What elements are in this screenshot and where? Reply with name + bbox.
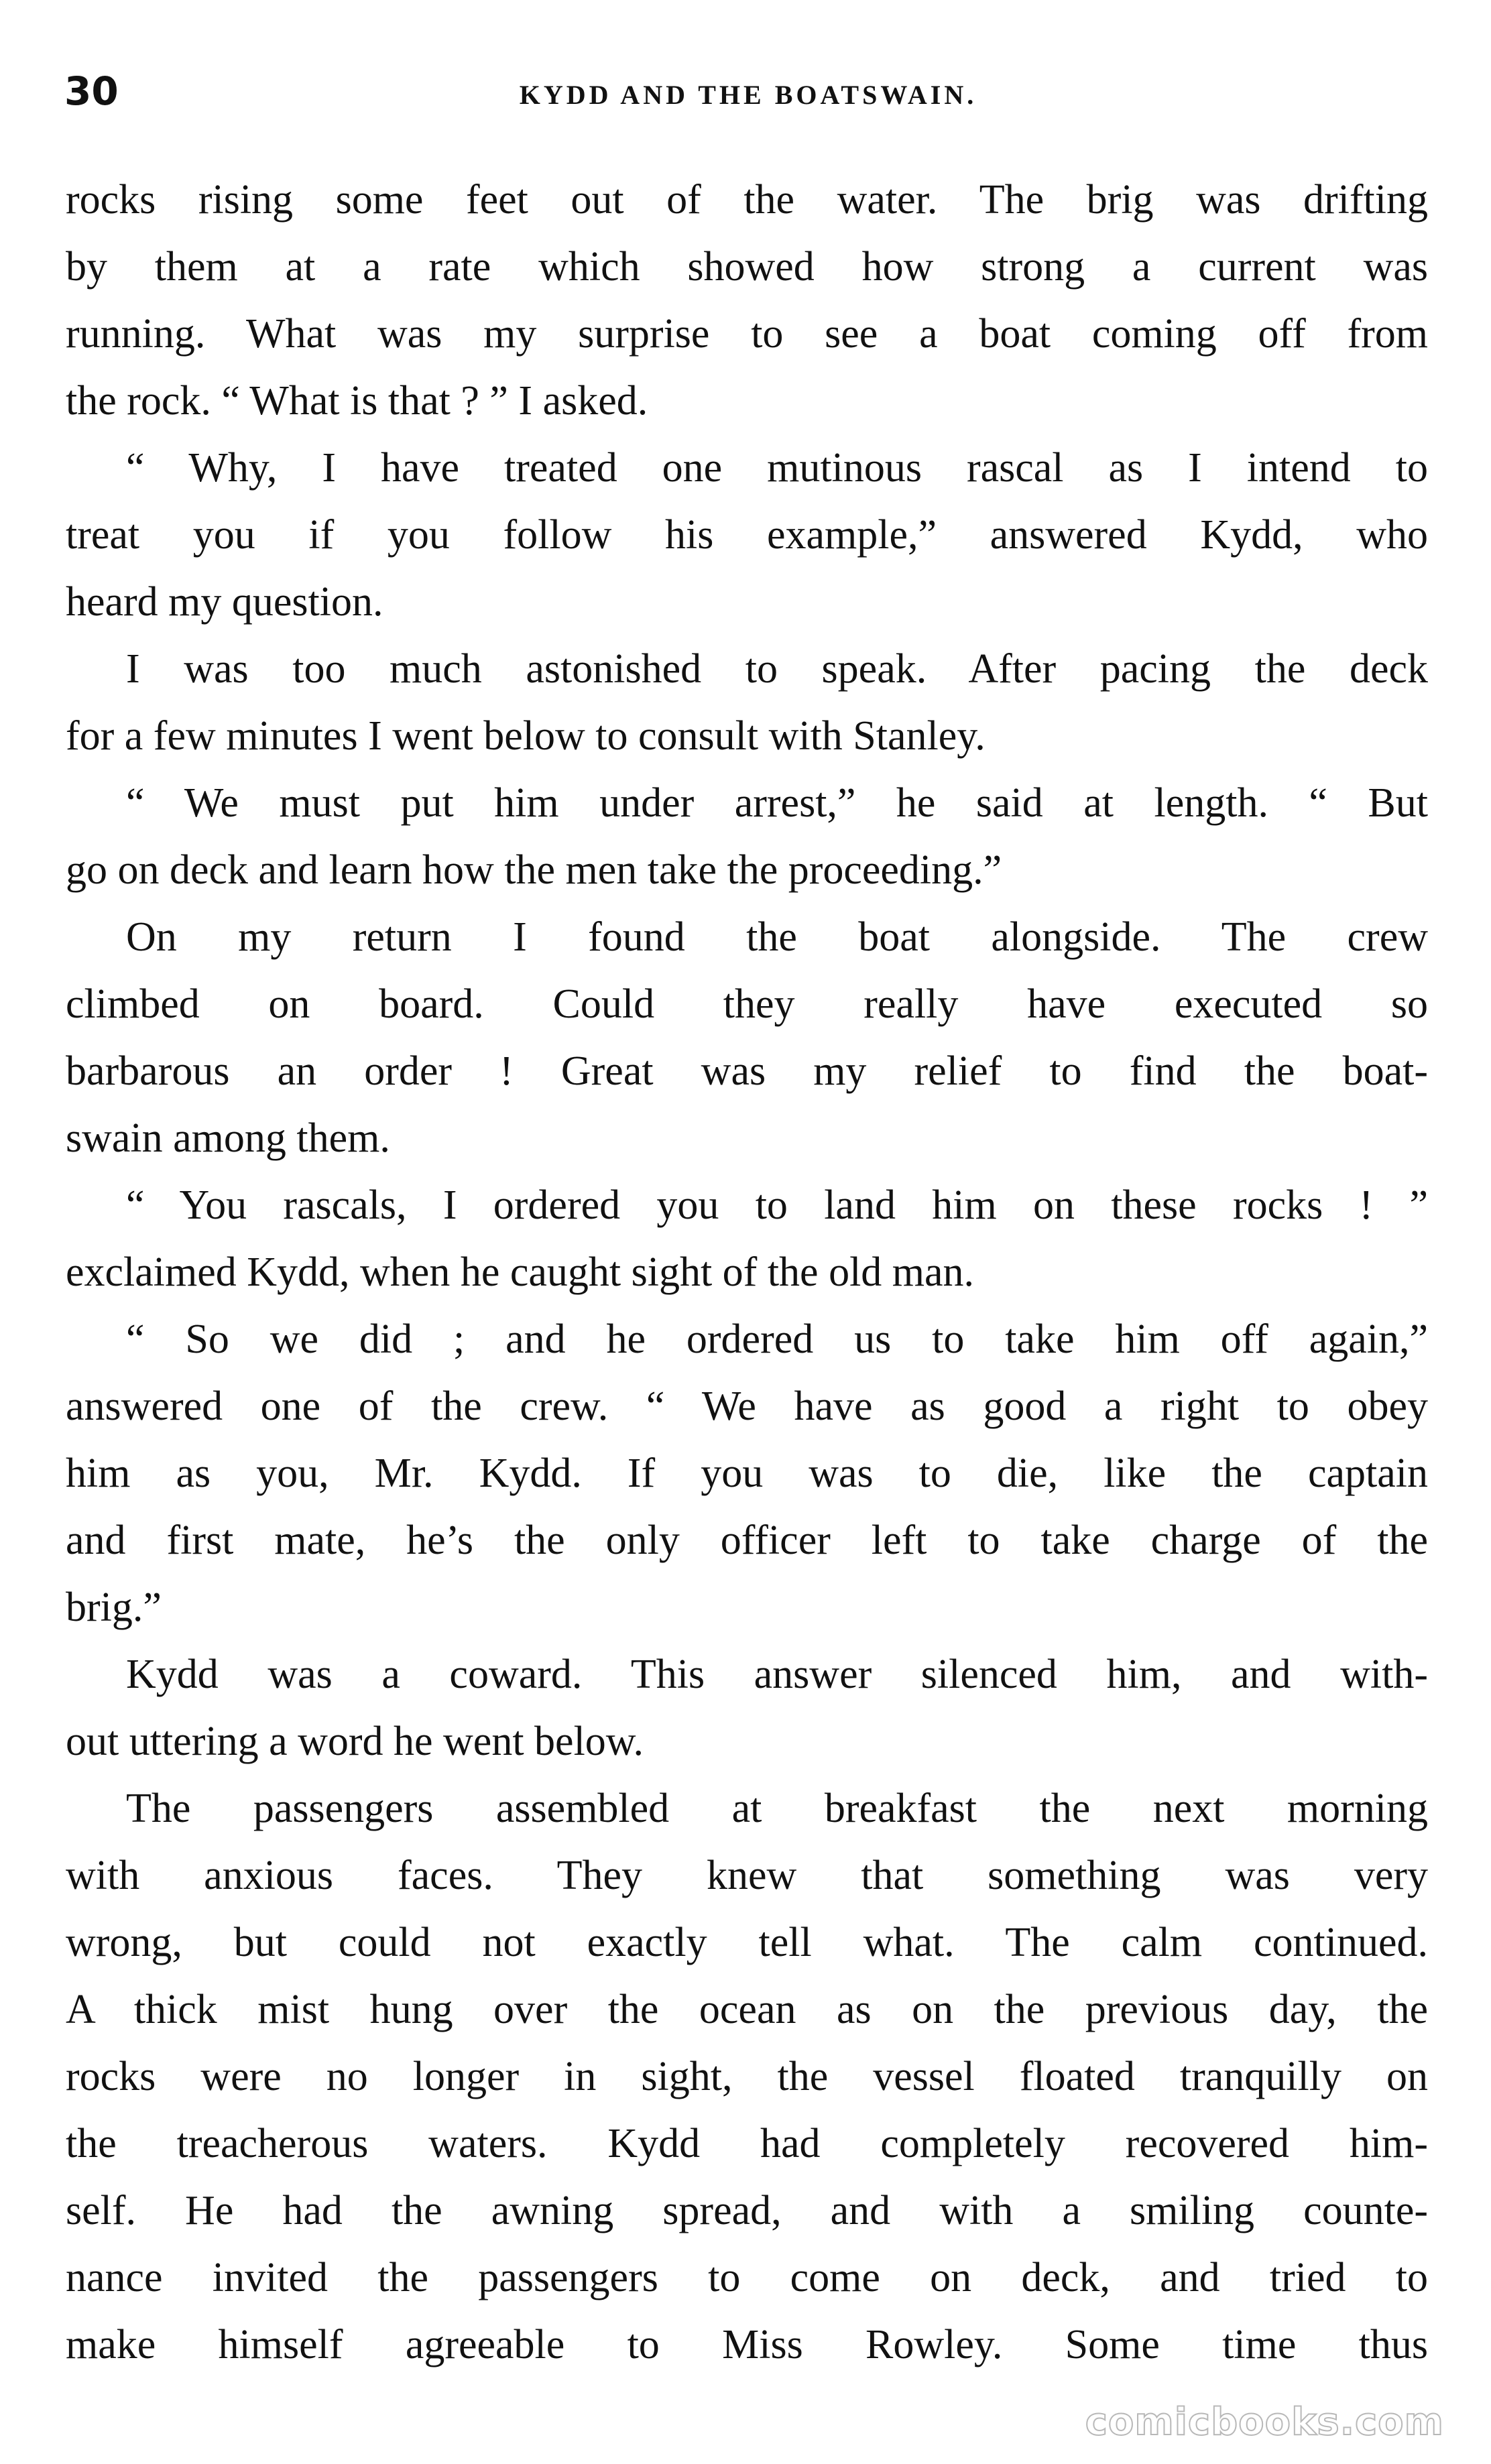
text-line: rocks were no longer in sight, the vessel floated tranquilly on bbox=[66, 2054, 1428, 2099]
text-line: rocks rising some feet out of the water. The brig was drifting bbox=[66, 177, 1428, 223]
text-line: “ You rascals, I ordered you to land him on these rocks ! ” bbox=[126, 1182, 1428, 1228]
text-line: go on deck and learn how the men take the proceeding.” bbox=[66, 847, 1002, 893]
text-line: make himself agreeable to Miss Rowley. Some time thus bbox=[66, 2322, 1428, 2367]
text-line: answered one of the crew. “ We have as good a right to obey bbox=[66, 1383, 1428, 1429]
text-line: barbarous an order ! Great was my relief to find the boat- bbox=[66, 1048, 1428, 1094]
text-line: climbed on board. Could they really have executed so bbox=[66, 981, 1428, 1027]
text-line: the rock. “ What is that ? ” I asked. bbox=[66, 378, 648, 424]
text-line: “ So we did ; and he ordered us to take him off again,” bbox=[126, 1316, 1428, 1362]
text-line: with anxious faces. They knew that something was very bbox=[66, 1853, 1428, 1898]
body-text bbox=[66, 166, 1428, 2378]
text-line: out uttering a word he went below. bbox=[66, 1719, 644, 1764]
text-line: exclaimed Kydd, when he caught sight of the old man. bbox=[66, 1249, 975, 1295]
watermark: comicbooks.com bbox=[1085, 2400, 1444, 2444]
text-line: heard my question. bbox=[66, 579, 383, 625]
text-line: “ Why, I have treated one mutinous rascal as I intend to bbox=[126, 445, 1428, 491]
text-line: swain among them. bbox=[66, 1115, 390, 1161]
page-number: 30 bbox=[64, 68, 119, 114]
page-header bbox=[64, 64, 1432, 118]
text-line: A thick mist hung over the ocean as on the previous day, the bbox=[66, 1987, 1428, 2032]
text-line: the treacherous waters. Kydd had completely recovered him- bbox=[66, 2121, 1428, 2166]
text-line: for a few minutes I went below to consult with Stanley. bbox=[66, 713, 986, 759]
text-line: running. What was my surprise to see a boat coming off from bbox=[66, 311, 1428, 357]
running-title: KYDD AND THE BOATSWAIN. bbox=[519, 80, 977, 110]
text-line: treat you if you follow his example,” answered Kydd, who bbox=[66, 512, 1428, 558]
text-line: On my return I found the boat alongside. The crew bbox=[126, 914, 1428, 960]
text-line: and first mate, he’s the only officer left to take charge of the bbox=[66, 1518, 1428, 1563]
text-line: “ We must put him under arrest,” he said at length. “ But bbox=[126, 780, 1428, 826]
text-line: nance invited the passengers to come on deck, and tried to bbox=[66, 2255, 1428, 2300]
text-line: self. He had the awning spread, and with a smiling counte- bbox=[66, 2188, 1428, 2233]
text-line: him as you, Mr. Kydd. If you was to die, like the captain bbox=[66, 1451, 1428, 1496]
text-line: I was too much astonished to speak. After pacing the deck bbox=[126, 646, 1428, 692]
text-line: Kydd was a coward. This answer silenced him, and with- bbox=[126, 1652, 1428, 1697]
text-line: wrong, but could not exactly tell what. The calm continued. bbox=[66, 1920, 1428, 1965]
text-line: by them at a rate which showed how strong a current was bbox=[66, 244, 1428, 290]
text-line: brig.” bbox=[66, 1585, 162, 1630]
text-line: The passengers assembled at breakfast the next morning bbox=[126, 1786, 1428, 1831]
